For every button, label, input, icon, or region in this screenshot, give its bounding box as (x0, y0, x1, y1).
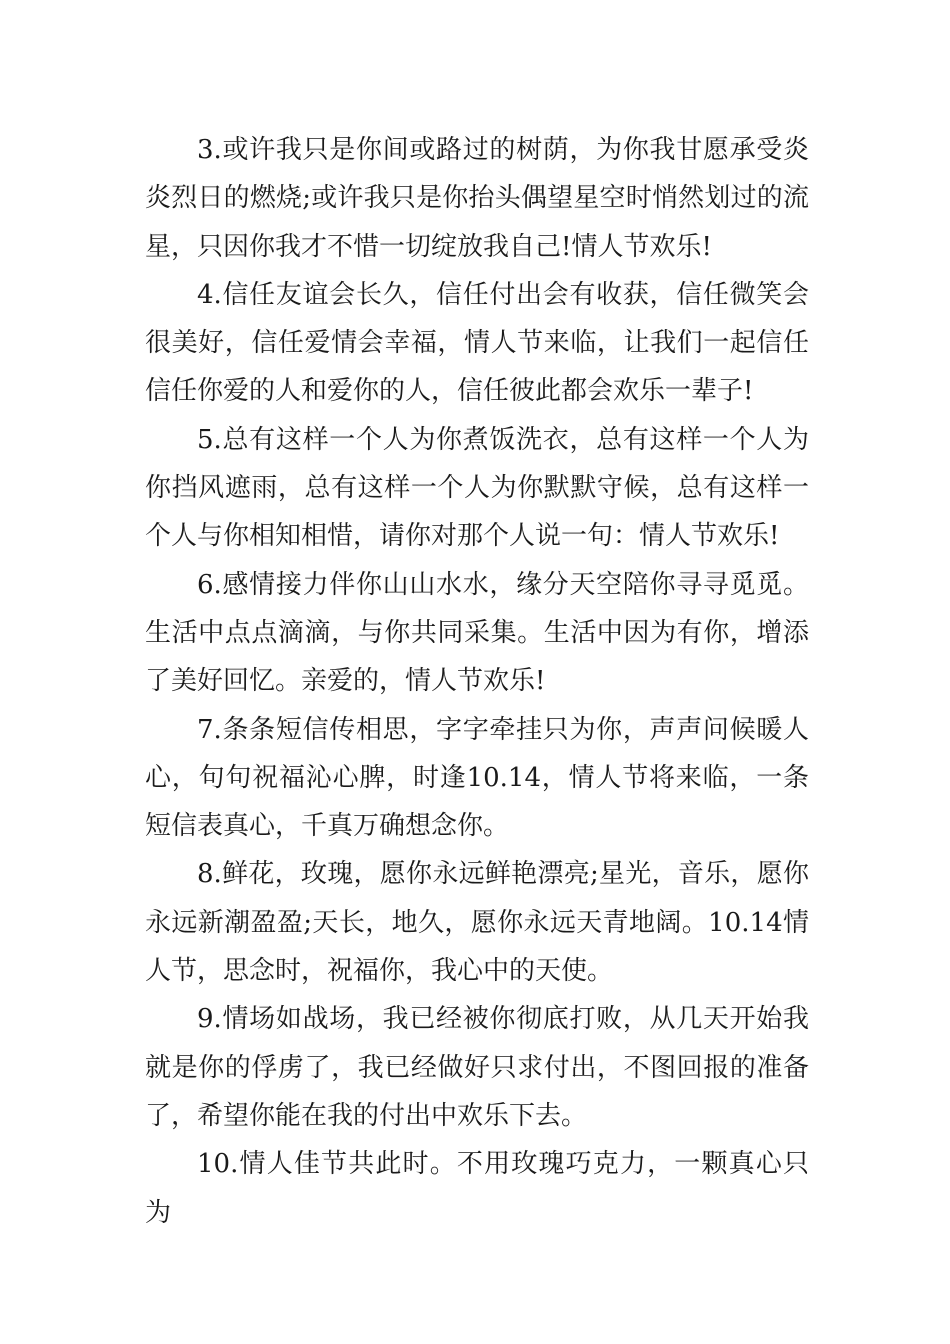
paragraph-3: 3.或许我只是你间或路过的树荫，为你我甘愿承受炎炎烈日的燃烧;或许我只是你抬头偶望星空时悄然划过的流星，只因你我才不惜一切绽放我自己!情人节欢乐! (145, 135, 809, 262)
paragraph-9: 9.情场如战场，我已经被你彻底打败，从几天开始我就是你的俘虏了，我已经做好只求付出，不图回报的准备了，希望你能在我的付出中欢乐下去。 (145, 1004, 809, 1131)
paragraph-6: 6.感情接力伴你山山水水，缘分天空陪你寻寻觅觅。生活中点点滴滴，与你共同采集。生活中因为有你，增添了美好回忆。亲爱的，情人节欢乐! (145, 569, 809, 697)
paragraph-8: 8.鲜花，玫瑰，愿你永远鲜艳漂亮;星光，音乐，愿你永远新潮盈盈;天长，地久，愿你永远天青地阔。10.14情人节，思念时，祝福你，我心中的天使。 (145, 859, 809, 987)
paragraph-10: 10.情人佳节共此时。不用玫瑰巧克力，一颗真心只为 (145, 1149, 809, 1228)
document-body (145, 126, 809, 1237)
paragraph-4: 4.信任友谊会长久，信任付出会有收获，信任微笑会很美好，信任爱情会幸福，情人节来临，让我们一起信任信任你爱的人和爱你的人，信任彼此都会欢乐一辈子! (145, 279, 809, 407)
paragraph-7: 7.条条短信传相思，字字牵挂只为你，声声问候暖人心，句句祝福沁心脾，时逢10.14，情人节将来临，一条短信表真心，千真万确想念你。 (145, 714, 809, 842)
paragraph-5: 5.总有这样一个人为你煮饭洗衣，总有这样一个人为你挡风遮雨，总有这样一个人为你默默守候，总有这样一个人与你相知相惜，请你对那个人说一句：情人节欢乐! (145, 424, 809, 552)
